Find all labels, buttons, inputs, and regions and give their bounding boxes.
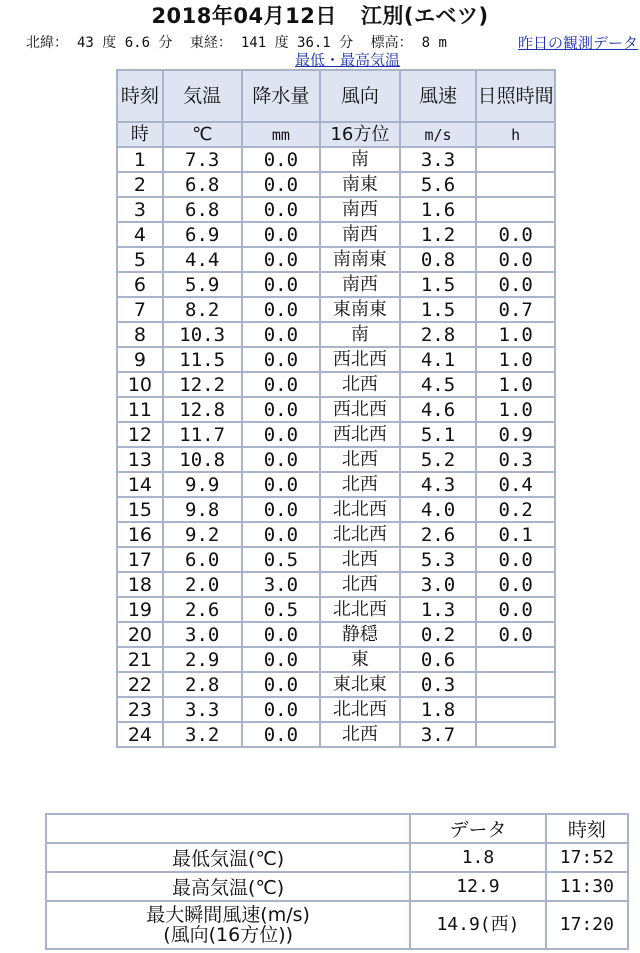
- cell-wind-speed: 0.6: [400, 647, 477, 672]
- cell-wind-speed: 0.8: [400, 247, 477, 272]
- table-row: [117, 622, 555, 647]
- cell-sunshine: 0.0: [476, 622, 555, 647]
- cell-sunshine: [476, 722, 555, 747]
- cell-temperature: 3.3: [163, 697, 242, 722]
- cell-precipitation: 0.0: [242, 647, 321, 672]
- cell-temperature: 8.2: [163, 297, 242, 322]
- cell-hour: 2: [117, 172, 163, 197]
- summary-value: 1.8: [410, 843, 545, 872]
- cell-wind-speed: 5.3: [400, 547, 477, 572]
- cell-wind-direction: 北西: [320, 447, 400, 472]
- unit-precipitation: mm: [242, 122, 321, 147]
- cell-precipitation: 0.0: [242, 397, 321, 422]
- cell-sunshine: 0.9: [476, 422, 555, 447]
- cell-wind-speed: 1.5: [400, 297, 477, 322]
- cell-wind-direction: 東南東: [320, 297, 400, 322]
- cell-wind-direction: 南西: [320, 272, 400, 297]
- summary-time: 11:30: [546, 872, 628, 901]
- cell-wind-direction: 静穏: [320, 622, 400, 647]
- cell-wind-speed: 4.1: [400, 347, 477, 372]
- summary-time: 17:20: [546, 901, 628, 949]
- header-wind-speed: 風速: [400, 70, 477, 122]
- latitude-label: 北緯：: [26, 35, 68, 51]
- cell-wind-speed: 3.3: [400, 147, 477, 172]
- cell-hour: 5: [117, 247, 163, 272]
- cell-temperature: 5.9: [163, 272, 242, 297]
- cell-wind-speed: 0.3: [400, 672, 477, 697]
- cell-sunshine: [476, 147, 555, 172]
- cell-wind-speed: 3.0: [400, 572, 477, 597]
- cell-temperature: 10.8: [163, 447, 242, 472]
- cell-wind-speed: 0.2: [400, 622, 477, 647]
- cell-temperature: 2.8: [163, 672, 242, 697]
- cell-temperature: 11.5: [163, 347, 242, 372]
- cell-sunshine: 0.3: [476, 447, 555, 472]
- cell-temperature: 9.8: [163, 497, 242, 522]
- cell-wind-direction: 北西: [320, 472, 400, 497]
- cell-wind-direction: 南東: [320, 172, 400, 197]
- cell-precipitation: 0.0: [242, 197, 321, 222]
- summary-row-max-gust: [46, 901, 628, 949]
- cell-temperature: 6.0: [163, 547, 242, 572]
- min-max-temperature-link[interactable]: 最低・最高気温: [295, 51, 401, 69]
- cell-sunshine: [476, 672, 555, 697]
- cell-wind-speed: 5.6: [400, 172, 477, 197]
- header-temperature: 気温: [163, 70, 242, 122]
- cell-precipitation: 0.0: [242, 347, 321, 372]
- cell-wind-speed: 3.7: [400, 722, 477, 747]
- cell-wind-direction: 北北西: [320, 697, 400, 722]
- cell-sunshine: 0.0: [476, 597, 555, 622]
- header-wind-direction: 風向: [320, 70, 400, 122]
- cell-sunshine: 0.0: [476, 247, 555, 272]
- cell-temperature: 4.4: [163, 247, 242, 272]
- cell-hour: 7: [117, 297, 163, 322]
- longitude-label: 東経：: [189, 35, 232, 51]
- cell-temperature: 6.9: [163, 222, 242, 247]
- cell-hour: 16: [117, 522, 163, 547]
- cell-wind-direction: 西北西: [320, 347, 400, 372]
- summary-time: 17:52: [546, 843, 628, 872]
- cell-hour: 22: [117, 672, 163, 697]
- table-row: [117, 272, 555, 297]
- table-row: [117, 397, 555, 422]
- summary-header-row: [46, 814, 628, 843]
- cell-precipitation: 0.0: [242, 422, 321, 447]
- cell-hour: 12: [117, 422, 163, 447]
- table-row: [117, 147, 555, 172]
- unit-wind-speed: m/s: [400, 122, 477, 147]
- cell-wind-direction: 北西: [320, 572, 400, 597]
- cell-wind-direction: 北北西: [320, 497, 400, 522]
- cell-wind-speed: 5.1: [400, 422, 477, 447]
- cell-temperature: 6.8: [163, 172, 242, 197]
- cell-wind-speed: 1.6: [400, 197, 477, 222]
- cell-hour: 14: [117, 472, 163, 497]
- cell-wind-speed: 2.6: [400, 522, 477, 547]
- header-hour: 時刻: [117, 70, 163, 122]
- hourly-table-body: [117, 147, 555, 747]
- cell-sunshine: [476, 197, 555, 222]
- cell-hour: 19: [117, 597, 163, 622]
- cell-precipitation: 0.0: [242, 172, 321, 197]
- cell-wind-direction: 西北西: [320, 422, 400, 447]
- cell-wind-direction: 東北東: [320, 672, 400, 697]
- table-row: [117, 197, 555, 222]
- cell-hour: 23: [117, 697, 163, 722]
- cell-precipitation: 3.0: [242, 572, 321, 597]
- cell-wind-direction: 北西: [320, 547, 400, 572]
- summary-header-time: 時刻: [546, 814, 628, 843]
- cell-wind-speed: 4.5: [400, 372, 477, 397]
- cell-wind-direction: 北西: [320, 722, 400, 747]
- cell-temperature: 11.7: [163, 422, 242, 447]
- summary-label: 最低気温(℃): [46, 843, 410, 872]
- page-title: [0, 0, 640, 32]
- cell-precipitation: 0.0: [242, 297, 321, 322]
- cell-sunshine: [476, 697, 555, 722]
- summary-row-max-temp: [46, 872, 628, 901]
- table-row: [117, 472, 555, 497]
- cell-temperature: 7.3: [163, 147, 242, 172]
- summary-value: 14.9(西): [410, 901, 545, 949]
- daily-summary-table: [45, 813, 629, 950]
- cell-wind-direction: 北北西: [320, 597, 400, 622]
- cell-temperature: 3.2: [163, 722, 242, 747]
- cell-wind-direction: 東: [320, 647, 400, 672]
- table-row: [117, 697, 555, 722]
- cell-hour: 1: [117, 147, 163, 172]
- cell-hour: 24: [117, 722, 163, 747]
- cell-hour: 11: [117, 397, 163, 422]
- cell-precipitation: 0.0: [242, 247, 321, 272]
- cell-precipitation: 0.0: [242, 222, 321, 247]
- header-precipitation: 降水量: [242, 70, 321, 122]
- table-row: [117, 347, 555, 372]
- cell-precipitation: 0.0: [242, 497, 321, 522]
- cell-hour: 15: [117, 497, 163, 522]
- cell-wind-direction: 南: [320, 147, 400, 172]
- hourly-observation-table: [116, 69, 556, 748]
- cell-hour: 20: [117, 622, 163, 647]
- header-row: [117, 70, 555, 122]
- cell-temperature: 10.3: [163, 322, 242, 347]
- cell-temperature: 2.6: [163, 597, 242, 622]
- cell-precipitation: 0.0: [242, 722, 321, 747]
- cell-temperature: 3.0: [163, 622, 242, 647]
- cell-sunshine: 1.0: [476, 397, 555, 422]
- table-row: [117, 172, 555, 197]
- latitude-value: 43 度 6.6 分: [77, 35, 173, 51]
- summary-row-min-temp: [46, 843, 628, 872]
- table-row: [117, 722, 555, 747]
- cell-precipitation: 0.0: [242, 622, 321, 647]
- cell-wind-speed: 1.3: [400, 597, 477, 622]
- cell-wind-direction: 南: [320, 322, 400, 347]
- altitude-label: 標高：: [370, 35, 413, 51]
- cell-wind-speed: 4.0: [400, 497, 477, 522]
- table-row: [117, 672, 555, 697]
- cell-sunshine: 1.0: [476, 347, 555, 372]
- summary-header-item: [46, 814, 410, 843]
- table-row: [117, 247, 555, 272]
- cell-wind-direction: 北北西: [320, 522, 400, 547]
- cell-hour: 8: [117, 322, 163, 347]
- cell-sunshine: 0.4: [476, 472, 555, 497]
- cell-sunshine: 0.0: [476, 572, 555, 597]
- cell-hour: 18: [117, 572, 163, 597]
- unit-hour: 時: [117, 122, 163, 147]
- cell-wind-direction: 南西: [320, 197, 400, 222]
- cell-sunshine: [476, 647, 555, 672]
- cell-sunshine: 0.1: [476, 522, 555, 547]
- cell-sunshine: 0.7: [476, 297, 555, 322]
- unit-row: [117, 122, 555, 147]
- cell-sunshine: 1.0: [476, 322, 555, 347]
- cell-hour: 4: [117, 222, 163, 247]
- cell-hour: 9: [117, 347, 163, 372]
- cell-wind-speed: 5.2: [400, 447, 477, 472]
- cell-sunshine: 0.0: [476, 272, 555, 297]
- cell-hour: 13: [117, 447, 163, 472]
- table-row: [117, 497, 555, 522]
- cell-precipitation: 0.0: [242, 447, 321, 472]
- cell-precipitation: 0.0: [242, 147, 321, 172]
- cell-hour: 21: [117, 647, 163, 672]
- table-row: [117, 447, 555, 472]
- unit-temperature: ℃: [163, 122, 242, 147]
- cell-wind-speed: 1.5: [400, 272, 477, 297]
- table-row: [117, 547, 555, 572]
- cell-wind-speed: 2.8: [400, 322, 477, 347]
- cell-wind-direction: 南南東: [320, 247, 400, 272]
- title-date: 2018年04月12日: [151, 4, 337, 28]
- table-row: [117, 597, 555, 622]
- cell-precipitation: 0.0: [242, 372, 321, 397]
- cell-precipitation: 0.0: [242, 322, 321, 347]
- cell-sunshine: [476, 172, 555, 197]
- longitude-value: 141 度 36.1 分: [240, 35, 354, 51]
- cell-wind-speed: 4.3: [400, 472, 477, 497]
- cell-precipitation: 0.0: [242, 672, 321, 697]
- summary-value: 12.9: [410, 872, 545, 901]
- cell-temperature: 12.2: [163, 372, 242, 397]
- cell-wind-speed: 4.6: [400, 397, 477, 422]
- cell-wind-direction: 南西: [320, 222, 400, 247]
- cell-precipitation: 0.0: [242, 272, 321, 297]
- cell-temperature: 9.2: [163, 522, 242, 547]
- cell-temperature: 9.9: [163, 472, 242, 497]
- cell-precipitation: 0.0: [242, 697, 321, 722]
- summary-label: 最高気温(℃): [46, 872, 410, 901]
- cell-hour: 6: [117, 272, 163, 297]
- header-sunshine: 日照時間: [476, 70, 555, 122]
- cell-precipitation: 0.0: [242, 522, 321, 547]
- table-row: [117, 322, 555, 347]
- table-row: [117, 647, 555, 672]
- cell-temperature: 2.9: [163, 647, 242, 672]
- summary-label-line1: 最大瞬間風速(m/s): [146, 904, 310, 926]
- unit-wind-direction: 16方位: [320, 122, 400, 147]
- cell-wind-direction: 西北西: [320, 397, 400, 422]
- cell-wind-direction: 北西: [320, 372, 400, 397]
- unit-sunshine: h: [476, 122, 555, 147]
- cell-temperature: 12.8: [163, 397, 242, 422]
- cell-precipitation: 0.0: [242, 472, 321, 497]
- cell-wind-speed: 1.8: [400, 697, 477, 722]
- cell-hour: 3: [117, 197, 163, 222]
- table-row: [117, 222, 555, 247]
- table-row: [117, 372, 555, 397]
- yesterday-data-link[interactable]: 昨日の観測データ: [518, 34, 639, 52]
- table-row: [117, 522, 555, 547]
- title-station: 江別(エベツ): [360, 4, 489, 28]
- cell-precipitation: 0.5: [242, 547, 321, 572]
- cell-sunshine: 0.0: [476, 547, 555, 572]
- cell-wind-speed: 1.2: [400, 222, 477, 247]
- table-row: [117, 422, 555, 447]
- cell-sunshine: 0.2: [476, 497, 555, 522]
- cell-temperature: 2.0: [163, 572, 242, 597]
- cell-sunshine: 0.0: [476, 222, 555, 247]
- altitude-value: 8 m: [421, 35, 447, 51]
- cell-hour: 10: [117, 372, 163, 397]
- table-row: [117, 572, 555, 597]
- cell-temperature: 6.8: [163, 197, 242, 222]
- cell-hour: 17: [117, 547, 163, 572]
- cell-sunshine: 1.0: [476, 372, 555, 397]
- summary-label: [46, 901, 410, 949]
- table-row: [117, 297, 555, 322]
- cell-precipitation: 0.5: [242, 597, 321, 622]
- summary-header-data: データ: [410, 814, 545, 843]
- summary-label-line2: (風向(16方位)): [163, 924, 294, 946]
